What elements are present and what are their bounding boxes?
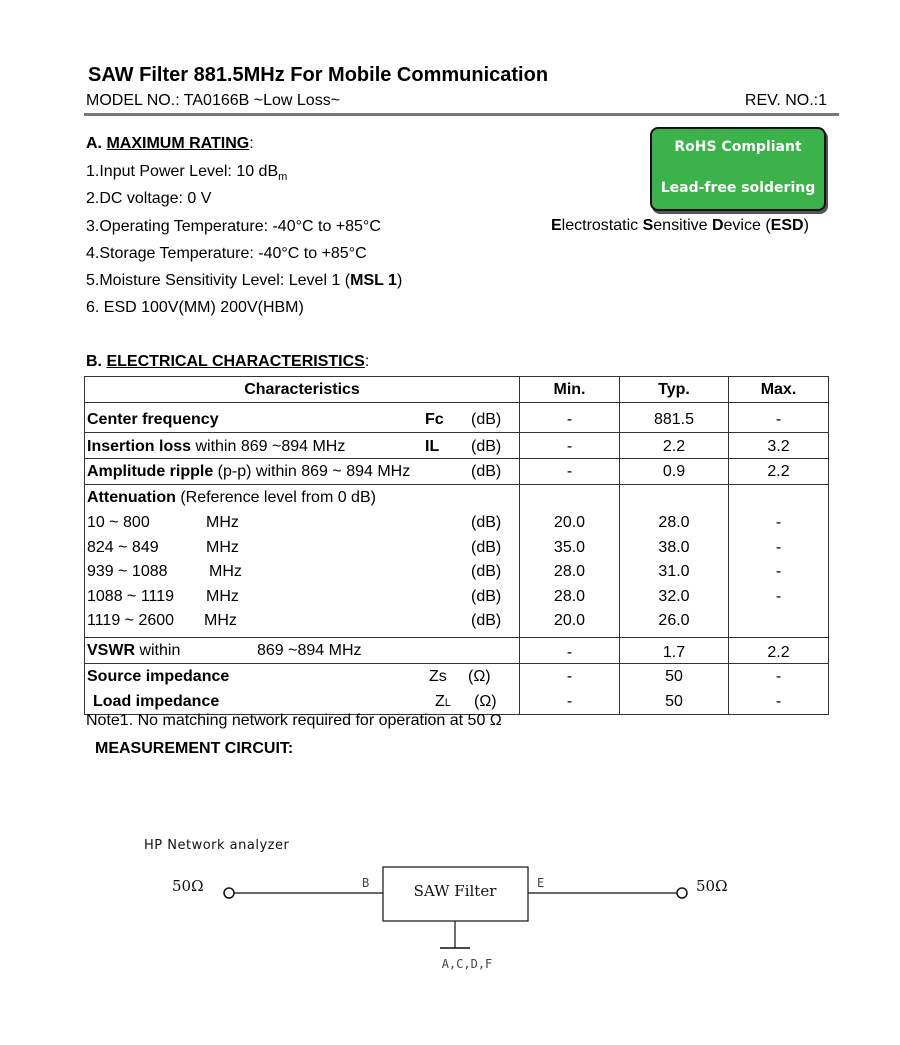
attenuation-max: - xyxy=(775,587,782,605)
esd-label xyxy=(551,217,809,235)
section-b-colon: : xyxy=(364,353,370,370)
table-header-row xyxy=(85,377,829,403)
attenuation-mhz: MHz xyxy=(206,587,239,605)
attenuation-typ: 32.0 xyxy=(658,587,690,605)
esd-s-rest: ensitive xyxy=(653,217,712,234)
vswr-name: VSWR xyxy=(87,641,135,659)
left-port-impedance: 50Ω xyxy=(172,877,204,895)
esd-e: E xyxy=(551,217,562,234)
list-item xyxy=(87,514,507,539)
attenuation-range: 10 ~ 800 xyxy=(87,514,150,531)
insertion-loss-typ: 2.2 xyxy=(620,433,729,459)
rating-msl-bold: MSL 1 xyxy=(350,272,397,289)
section-a-prefix: A. xyxy=(86,135,107,152)
load-impedance-sub: L xyxy=(444,696,451,709)
vswr-typ: 1.7 xyxy=(620,637,729,663)
electrical-characteristics-table xyxy=(84,376,829,715)
load-impedance-symbol xyxy=(435,693,451,711)
attenuation-max-cell xyxy=(729,485,829,638)
pin-b-label: B xyxy=(362,876,370,890)
saw-filter-label: SAW Filter xyxy=(413,882,497,900)
amplitude-ripple-desc: (p-p) within 869 ~ 894 MHz xyxy=(213,463,411,480)
source-impedance-max: - xyxy=(775,667,782,685)
rohs-compliant-label: RoHS Compliant xyxy=(674,139,802,155)
vswr-range: 869 ~894 MHz xyxy=(257,641,362,659)
impedance-max-cell xyxy=(729,663,829,714)
attenuation-typ: 26.0 xyxy=(658,612,690,629)
attenuation-unit: (dB) xyxy=(471,514,502,531)
vswr-cell xyxy=(85,637,520,663)
attenuation-range: 1088 ~ 1119 xyxy=(87,587,175,605)
esd-d: D xyxy=(711,217,724,234)
attenuation-mhz: MHz xyxy=(204,612,237,629)
vswr-desc: within xyxy=(135,641,181,659)
rating-msl-prefix: 5.Moisture Sensitivity Level: Level 1 ( xyxy=(86,272,351,289)
list-item xyxy=(87,563,507,588)
insertion-loss-unit: (dB) xyxy=(471,438,502,455)
insertion-loss-name: Insertion loss xyxy=(87,438,192,455)
center-frequency-min: - xyxy=(520,403,620,433)
esd-e-rest: lectrostatic xyxy=(561,217,643,234)
table-row xyxy=(85,433,829,459)
center-frequency-typ: 881.5 xyxy=(620,403,729,433)
attenuation-max: - xyxy=(775,538,782,556)
model-number: MODEL NO.: TA0166B ~Low Loss~ xyxy=(86,92,341,109)
rating-msl xyxy=(86,272,402,290)
amplitude-ripple-cell xyxy=(85,459,520,485)
load-impedance-max: - xyxy=(775,692,782,710)
amplitude-ripple-unit: (dB) xyxy=(471,463,502,480)
attenuation-desc: (Reference level from 0 dB) xyxy=(175,489,376,506)
list-item xyxy=(87,588,507,613)
attenuation-typ-cell xyxy=(620,485,729,638)
attenuation-ranges xyxy=(87,514,507,637)
vswr-label xyxy=(87,642,180,660)
center-frequency-unit: (dB) xyxy=(471,411,502,428)
section-a-colon: : xyxy=(249,135,254,152)
attenuation-label xyxy=(87,489,376,507)
section-a-heading xyxy=(86,135,254,153)
amplitude-ripple-label xyxy=(87,463,410,481)
ground-pins-label: A,C,D,F xyxy=(441,957,493,971)
amplitude-ripple-min: - xyxy=(520,459,620,485)
attenuation-mhz: MHz xyxy=(206,538,239,556)
source-impedance-min: - xyxy=(566,667,573,685)
impedance-min-cell xyxy=(520,663,620,714)
section-b-heading xyxy=(86,353,369,371)
attenuation-min: 20.0 xyxy=(553,612,586,629)
rating-storage-temp: 4.Storage Temperature: -40°C to +85°C xyxy=(86,245,367,262)
load-impedance-label: Load impedance xyxy=(93,692,220,710)
insertion-loss-desc: within 869 ~894 MHz xyxy=(191,438,346,455)
attenuation-unit: (dB) xyxy=(471,563,502,580)
header-min: Min. xyxy=(520,377,620,403)
load-impedance-z: Z xyxy=(435,692,445,710)
center-frequency-label: Center frequency xyxy=(87,411,219,428)
attenuation-max: - xyxy=(775,514,782,531)
esd-close: ) xyxy=(803,217,809,234)
right-port-impedance: 50Ω xyxy=(696,877,728,895)
attenuation-typ: 38.0 xyxy=(658,538,690,556)
attenuation-unit: (dB) xyxy=(471,612,502,629)
source-impedance-typ: 50 xyxy=(665,667,683,685)
header-max: Max. xyxy=(729,377,829,403)
rating-esd: 6. ESD 100V(MM) 200V(HBM) xyxy=(86,299,304,316)
section-a-title: MAXIMUM RATING xyxy=(106,135,250,152)
center-frequency-max: - xyxy=(729,403,829,433)
section-b-prefix: B. xyxy=(86,353,107,370)
right-port-terminal xyxy=(677,888,687,898)
attenuation-typ: 31.0 xyxy=(658,563,690,580)
esd-d-rest: evice ( xyxy=(723,217,771,234)
rating-input-power-sub: m xyxy=(278,171,288,184)
revision-number: REV. NO.:1 xyxy=(744,92,827,109)
source-impedance-label: Source impedance xyxy=(87,667,230,685)
rating-operating-temp: 3.Operating Temperature: -40°C to +85°C xyxy=(86,218,381,235)
rohs-badge xyxy=(650,127,826,211)
source-impedance-symbol: Zs xyxy=(429,667,447,685)
attenuation-min: 35.0 xyxy=(553,538,586,556)
attenuation-name: Attenuation xyxy=(87,489,176,506)
source-impedance-unit: (Ω) xyxy=(468,667,491,685)
insertion-loss-symbol: IL xyxy=(425,438,440,455)
table-row xyxy=(85,485,829,638)
attenuation-unit: (dB) xyxy=(471,587,502,605)
table-row xyxy=(85,663,829,714)
rating-dc-voltage: 2.DC voltage: 0 V xyxy=(86,190,212,207)
document-title: SAW Filter 881.5MHz For Mobile Communication xyxy=(88,64,549,86)
network-analyzer-label: HP Network analyzer xyxy=(144,838,290,853)
lead-free-label: Lead-free soldering xyxy=(660,180,816,196)
impedance-typ-cell xyxy=(620,663,729,714)
attenuation-min: 28.0 xyxy=(553,563,586,580)
header-characteristics: Characteristics xyxy=(85,377,520,403)
vswr-max: 2.2 xyxy=(729,637,829,663)
rating-input-power xyxy=(86,163,287,183)
attenuation-unit: (dB) xyxy=(471,538,502,556)
load-impedance-min: - xyxy=(566,692,573,710)
vswr-min: - xyxy=(520,637,620,663)
attenuation-range: 1119 ~ 2600 xyxy=(87,612,175,629)
attenuation-min: 28.0 xyxy=(553,587,586,605)
amplitude-ripple-max: 2.2 xyxy=(729,459,829,485)
table-row xyxy=(85,637,829,663)
measurement-circuit-diagram xyxy=(0,820,900,980)
measurement-circuit-title: MEASUREMENT CIRCUIT: xyxy=(95,740,294,757)
left-port-terminal xyxy=(224,888,234,898)
header-divider xyxy=(84,113,839,116)
impedance-cell xyxy=(85,663,520,714)
insertion-loss-cell xyxy=(85,433,520,459)
list-item xyxy=(87,612,507,637)
insertion-loss-min: - xyxy=(520,433,620,459)
center-frequency-cell xyxy=(85,403,520,433)
insertion-loss-max: 3.2 xyxy=(729,433,829,459)
esd-abbr: ESD xyxy=(770,217,804,234)
rating-input-power-text: 1.Input Power Level: 10 dB xyxy=(86,163,279,180)
insertion-loss-label xyxy=(87,438,345,456)
section-b-title: ELECTRICAL CHARACTERISTICS xyxy=(106,353,365,370)
attenuation-mhz: MHz xyxy=(206,514,239,531)
pin-e-label: E xyxy=(537,876,545,890)
attenuation-max xyxy=(729,612,828,637)
attenuation-mhz: MHz xyxy=(209,563,242,580)
attenuation-range: 824 ~ 849 xyxy=(87,538,159,556)
amplitude-ripple-name: Amplitude ripple xyxy=(87,463,214,480)
table-row xyxy=(85,403,829,433)
list-item xyxy=(87,539,507,564)
attenuation-max: - xyxy=(775,563,782,580)
rating-msl-suffix: ) xyxy=(396,272,403,289)
matching-note: Note1. No matching network required for operation at 50 Ω xyxy=(86,712,502,729)
load-impedance-typ: 50 xyxy=(665,692,683,710)
esd-s: S xyxy=(642,217,654,234)
attenuation-cell xyxy=(85,485,520,638)
attenuation-min-cell xyxy=(520,485,620,638)
table-row xyxy=(85,459,829,485)
center-frequency-symbol: Fc xyxy=(425,411,444,428)
load-impedance-unit: (Ω) xyxy=(474,692,497,710)
amplitude-ripple-typ: 0.9 xyxy=(620,459,729,485)
header-typ: Typ. xyxy=(620,377,729,403)
attenuation-range: 939 ~ 1088 xyxy=(87,563,168,580)
attenuation-typ: 28.0 xyxy=(658,514,690,531)
attenuation-min: 20.0 xyxy=(553,514,586,531)
